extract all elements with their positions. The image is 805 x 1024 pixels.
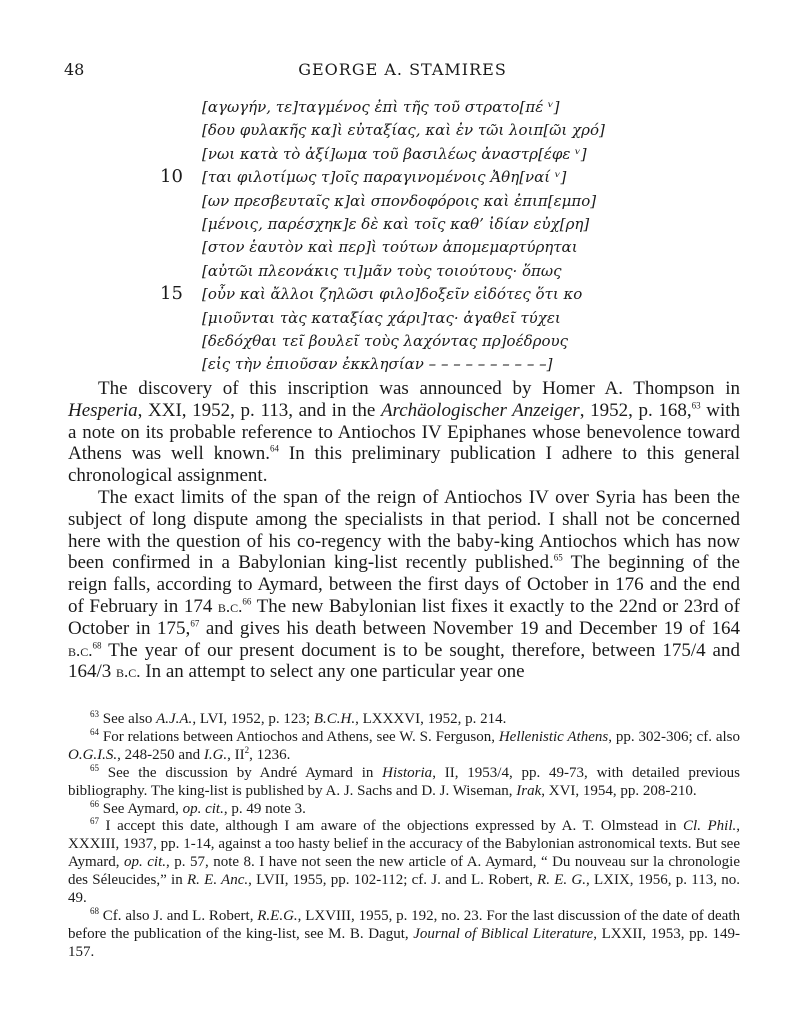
journal-title: Irak [516, 782, 542, 799]
paragraph [68, 378, 740, 487]
page-number: 48 [64, 60, 85, 79]
journal-title: Archäologischer Anzeiger [380, 399, 580, 421]
inscription-line [0, 309, 805, 332]
footnote-ref[interactable]: 63 [691, 400, 701, 411]
text-run: , p. 57, note 8. I have not seen the new article of A. Aymard, “ Du nouveau sur la chronologie des Séleucides,” in [68, 854, 740, 889]
text-run: and gives his death between November 19 and December 19 of 164 [199, 617, 740, 639]
book-title: Hellenistic Athens [498, 728, 609, 745]
era-abbrev: b.c. [116, 662, 141, 682]
footnote-ref[interactable]: 67 [190, 618, 200, 629]
running-header [0, 60, 805, 88]
inscription-text: [ων πρεσβευταῖς κ]αὶ σπονδοφόροις καὶ ἐπιπ[εμπο] [202, 191, 597, 210]
inscription-line [0, 332, 805, 355]
text-run: , 1236. [249, 746, 291, 763]
inscription-line [0, 262, 805, 285]
footnote-65 [68, 762, 740, 801]
journal-title: Hesperia [68, 399, 138, 421]
text-run: The year of our present document is to be sought, therefore, between 175/4 and 164/3 [68, 639, 740, 683]
text-run: For relations between Antiochos and Athens, see W. S. Ferguson, [99, 728, 499, 745]
text-run: , II, 1953/4, pp. 49-73, with detailed previous bibliography. The king-list is published by A. J. Sachs and D. J. Wiseman, [68, 764, 740, 799]
footnote-number: 64 [90, 726, 99, 737]
footnote-ref[interactable]: 65 [553, 553, 563, 564]
footnote-66 [68, 798, 740, 819]
footnote-number: 65 [90, 762, 99, 773]
inscription-text: [ται φιλοτίμως τ]οῖς παραγινομένοις Ἀθη[ναί ᵛ] [202, 168, 567, 187]
running-title: GEORGE A. STAMIRES [298, 60, 507, 79]
citation-abbrev: op. cit. [124, 854, 166, 871]
text-run: See also [99, 711, 157, 727]
text-run: , LXVIII, 1955, p. 192, no. 23. For the last discussion of the date of death before the publication of the king-list, see M. B. Dagut, [68, 907, 740, 942]
text-run: , XXI, 1952, p. 113, and in the [137, 399, 381, 421]
inscription-line [0, 145, 805, 168]
inscription-line [0, 168, 805, 191]
inscription-line [0, 355, 805, 378]
text-run: The discovery of this inscription was announced by Homer A. Thompson in [98, 378, 740, 399]
text-run: See the discussion by André Aymard in [99, 764, 383, 781]
footnote-ref[interactable]: 66 [242, 596, 252, 607]
footnote-68 [68, 905, 740, 962]
era-abbrev: b.c. [217, 596, 243, 616]
journal-title: I.G. [203, 746, 228, 763]
inscription-line [0, 192, 805, 215]
journal-title: R.E.G. [257, 907, 298, 924]
citation-abbrev: op. cit. [182, 800, 224, 817]
inscription-text: [δου φυλακῆς κα]ὶ εὐταξίας, καὶ ἐν τῶι λοιπ[ῶι χρό] [202, 121, 605, 140]
journal-title: R. E. G. [537, 872, 586, 889]
line-number: 15 [160, 283, 183, 305]
footnote-63 [68, 711, 740, 729]
text-run: , II [227, 746, 245, 763]
text-run: The exact limits of the span of the reign of Antiochos IV over Syria has been the subject of long dispute among the specialists in that period. I shall not be concerned here with the question of his co-regency with the baby-king Antiochos which has now been confirmed in a Babylonian king-list recently published. [68, 486, 740, 574]
inscription-text: [αγωγήν, τε]ταγμένος ἐπὶ τῆς τοῦ στρατο[πέ ᵛ] [202, 98, 560, 116]
journal-title: Historia [382, 764, 433, 781]
text-run: Cf. also J. and L. Robert, [99, 907, 258, 924]
inscription-line [0, 238, 805, 261]
journal-title: Cl. Phil. [683, 818, 737, 835]
inscription-text: [μιοῦνται τὰς καταξίας χάρι]τας· ἀγαθεῖ τύχει [202, 308, 561, 327]
text-run: , XXXIII, 1937, pp. 1-14, against a too hasty belief in the accuracy of the Babylonian astronomical texts. But see Aymard, [68, 818, 741, 871]
edition-superscript: 2 [244, 744, 250, 755]
inscription-text: [αὐτῶι πλεονάκις τι]μᾶν τοὺς τοιούτους· ὅπως [202, 261, 562, 280]
body-text [68, 378, 740, 683]
inscription-text: [νωι κατὰ τὸ ἀξί]ωμα τοῦ βασιλέως ἀναστρ[έφε ᵛ] [202, 144, 587, 163]
text-run: , 1952, p. 168, [579, 399, 692, 421]
inscription-text: [δεδόχθαι τεῖ βουλεῖ τοὺς λαχόντας πρ]οέδρους [202, 331, 569, 350]
inscription-line [0, 285, 805, 308]
text-run: , LXXXVI, 1952, p. 214. [355, 711, 507, 727]
text-run: The new Babylonian list fixes it exactly to the 22nd or 23rd of October in 175, [68, 595, 741, 639]
text-run: In this preliminary publication I adhere to this general chronological assignment. [68, 443, 740, 487]
footnote-64 [68, 726, 741, 765]
footnote-67 [68, 818, 740, 908]
text-run: , LXXII, 1953, pp. 149-157. [68, 925, 740, 960]
footnote-number: 67 [90, 816, 99, 827]
inscription-text: [στον ἑαυτὸν καὶ περ]ὶ τούτων ἀπομεμαρτύρηται [202, 238, 578, 257]
journal-title: R. E. Anc. [186, 872, 249, 889]
footnote-ref[interactable]: 68 [92, 640, 102, 651]
paragraph [68, 487, 740, 683]
journal-title: O.G.I.S. [68, 746, 118, 763]
text-run: , LXIX, 1956, p. 113, no. 49. [68, 872, 740, 907]
inscription-line [0, 98, 805, 121]
text-run: , 248-250 and [117, 746, 204, 763]
footnote-ref[interactable]: 64 [270, 444, 280, 455]
text-run: See Aymard, [99, 800, 183, 817]
line-number: 10 [160, 166, 183, 188]
text-run: In an attempt to select any one particular year one [140, 661, 525, 683]
inscription-text: [εἰς τὴν ἐπιοῦσαν ἐκκλησίαν – – – – – – – – – –] [202, 355, 553, 374]
text-run: I accept this date, although I am aware of the objections expressed by A. T. Olmstead in [99, 818, 684, 835]
inscription-line [0, 121, 805, 144]
journal-title: A.J.A. [156, 711, 193, 727]
footnote-number: 63 [90, 709, 99, 719]
era-abbrev: b.c. [68, 640, 93, 660]
text-run: The beginning of the reign falls, according to Aymard, between the first days of October in 176 and the end of February in 174 [68, 552, 740, 617]
footnote-number: 68 [90, 905, 99, 916]
text-run: , LVII, 1955, pp. 102-112; cf. J. and L. Robert, [248, 872, 538, 889]
journal-title: B.C.H. [313, 711, 356, 727]
journal-title: Journal of Biblical Literature [413, 925, 594, 942]
inscription-text: [οὖν καὶ ἄλλοι ζηλῶσι φιλο]δοξεῖν εἰδότες ὅτι κο [202, 285, 583, 304]
text-run: , pp. 302-306; cf. also [608, 728, 741, 745]
inscription-line [0, 215, 805, 238]
footnote-number: 66 [90, 798, 99, 809]
text-run: with a note on its probable reference to Antiochos IV Epiphanes whose benevolence toward Athens was well known. [68, 399, 741, 465]
footnotes [68, 711, 740, 962]
inscription-text: [μένοις, παρέσχηκ]ε δὲ καὶ τοῖς καθ’ ἰδίαν εὐχ[ρη] [202, 214, 590, 233]
text-run: , LVI, 1952, p. 123; [192, 711, 314, 727]
inscription-block [0, 98, 805, 379]
text-run: , XVI, 1954, pp. 208-210. [541, 782, 697, 799]
text-run: , p. 49 note 3. [223, 800, 306, 817]
